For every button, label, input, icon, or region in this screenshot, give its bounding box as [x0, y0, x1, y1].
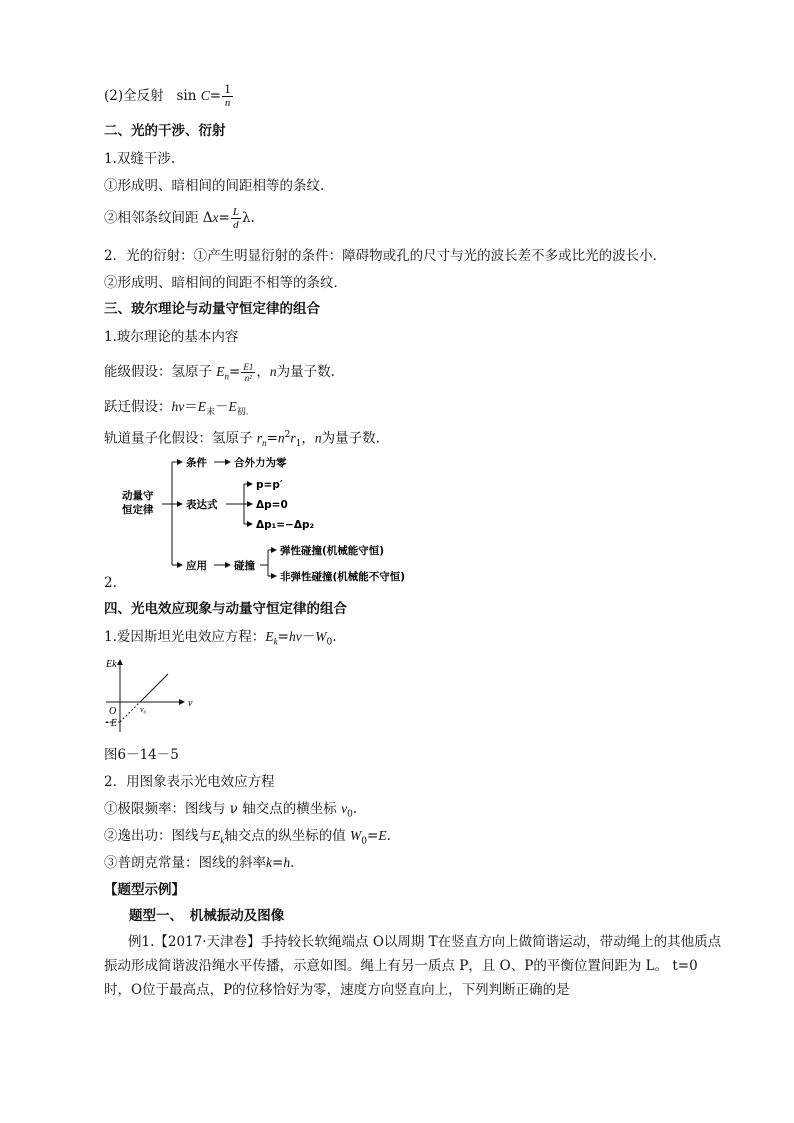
example-1-paragraph: 例1.【2017·天津卷】手持较长软绳端点 O以周期 T在竖直方向上做简谐运动，带动绳上的其他质点振动形成简谐波沿绳水平传播，示意如图。绳上有另一质点 P，且 O、P的平衡位置间距为 L。 t=0时，O位于最高点，P的位移恰好为零，速度方向竖直向上，下列判断正确的是 [104, 934, 722, 998]
threshold-frequency-line: ①极限频率：图线与 ν 轴交点的横坐标 $\nu_0$. [104, 801, 358, 820]
work-function-line: ②逸出功：图线与$E_k$轴交点的纵坐标的值 $W_0=E$. [104, 828, 391, 847]
transition-line: 跃迁假设：$h\nu=E_末-E_{初.}$ [104, 399, 249, 418]
section-heading-3: 三、玻尔理论与动量守恒定律的组合 [104, 301, 320, 317]
graph-origin-label: O [109, 706, 117, 717]
figure-caption: 图6－14－5 [104, 747, 179, 763]
graph-y-label: Ek [106, 659, 117, 670]
planck-constant-line: ③普朗克常量：图线的斜率k=h. [104, 855, 295, 871]
diagram-condition-label: 条件 [186, 457, 207, 469]
graph-dashed-extension [120, 702, 140, 722]
double-slit-heading: 1.双缝干涉. [104, 151, 176, 167]
diagram-condition-value: 合外力为零 [234, 457, 287, 469]
diagram-expression-2: Δp=0 [256, 499, 288, 511]
energy-level-line: 能级假设：氢原子 $E_n=$ $\frac{E1}{\text{n²}}$ ，n为量子数. [104, 362, 335, 383]
examples-heading: 【题型示例】 [104, 882, 185, 898]
fringe-spacing-formula: ②相邻条纹间距 Δx= $\frac{L}{d}$ λ. [104, 206, 255, 231]
bohr-heading: 1.玻尔理论的基本内容 [104, 329, 239, 345]
diagram-elastic-collision: 弹性碰撞(机械能守恒) [280, 545, 385, 557]
diffraction-line: 2．光的衍射：①产生明显衍射的条件：障碍物或孔的尺寸与光的波长差不多或比光的波长小． [104, 248, 667, 264]
einstein-equation-line: 1.爱因斯坦光电效应方程：$E_k=h\nu-W_0$. [104, 629, 337, 648]
question-type-heading: 题型一、 机械振动及图像 [129, 908, 285, 924]
diagram-collision-label: 碰撞 [234, 560, 255, 572]
diagram-root-label-2: 恒定律 [122, 504, 154, 516]
diagram-application-label: 应用 [186, 560, 207, 572]
graph-neg-e-label: −E [104, 718, 117, 729]
diffraction-point-2: ②形成明、暗相间的间距不相等的条纹． [104, 275, 347, 291]
section-heading-4: 四、光电效应现象与动量守恒定律的组合 [104, 601, 347, 617]
orbit-quantization-line: 轨道量子化假设：氢原子 $r_n=n^2r_1$，n为量子数. [104, 430, 380, 450]
diagram-root-label-1: 动量守 [122, 490, 154, 502]
double-slit-point-1: ①形成明、暗相间的间距相等的条纹. [104, 178, 325, 194]
section-heading-2: 二、光的干涉、衍射 [104, 123, 226, 139]
graph-line [140, 674, 168, 702]
diagram-inelastic-collision: 非弹性碰撞(机械能不守恒) [280, 571, 406, 582]
photoelectric-graph [104, 656, 204, 734]
diagram-expression-3: Δp₁=−Δp₂ [256, 519, 315, 531]
momentum-conservation-diagram [114, 452, 434, 582]
diagram-expression-1: p=p′ [256, 479, 283, 491]
graph-v0-label: ν₀ [140, 705, 147, 714]
graph-x-label: ν [188, 698, 193, 709]
total-reflection-formula: (2)全反射 sin C= $\frac{1}{n}$ [104, 83, 232, 109]
item-2-label: 2. [104, 575, 117, 591]
graph-heading: 2．用图象表示光电效应方程 [104, 774, 275, 790]
diagram-expression-label: 表达式 [186, 499, 218, 511]
